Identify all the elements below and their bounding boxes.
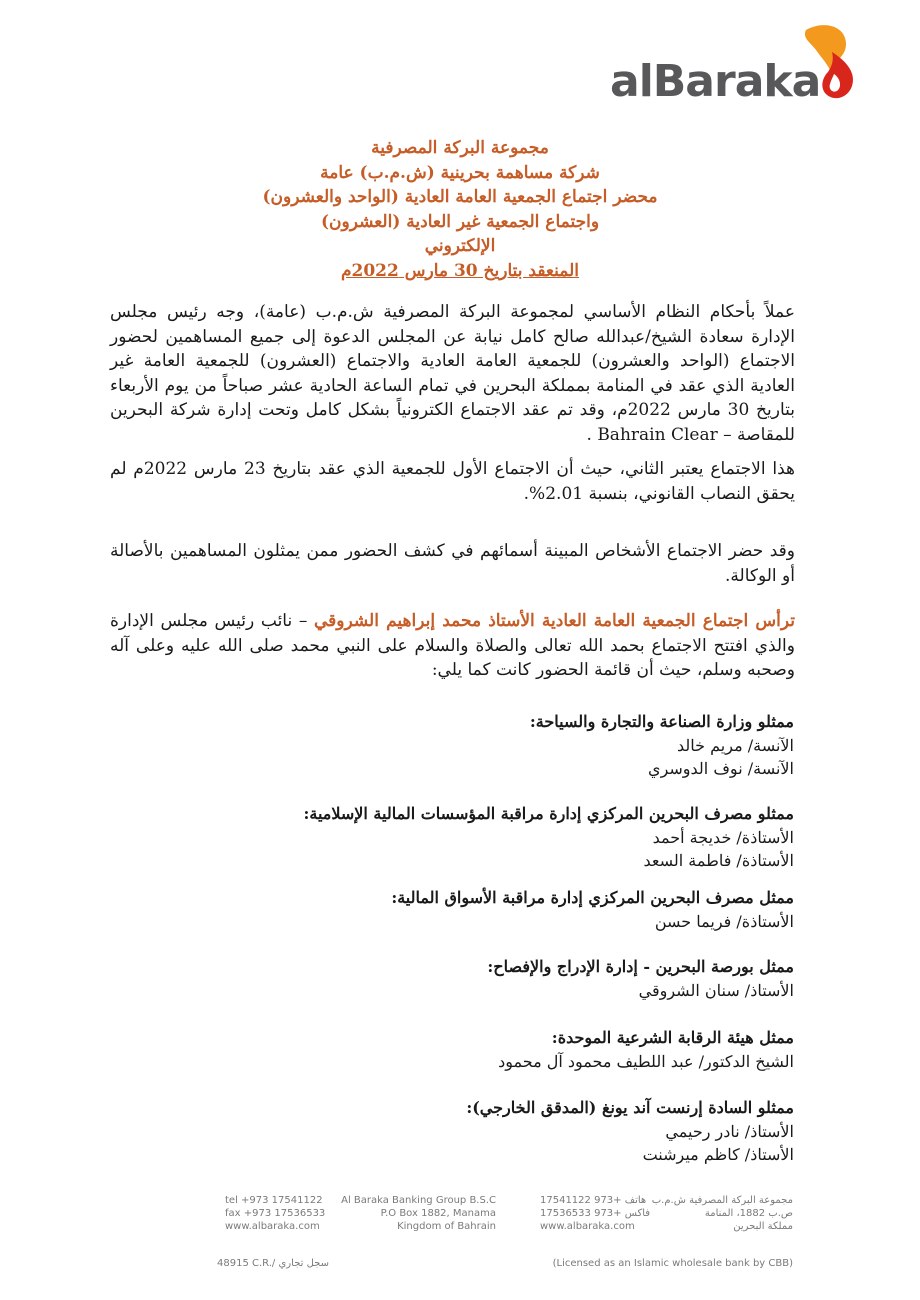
footer-tel-ar: 17541122 973+ xyxy=(540,1195,622,1206)
footer-fax-label-ar: فاكس xyxy=(624,1208,651,1219)
group-heading: ممثلو السادة إرنست آند يونغ (المدقق الخارجي): xyxy=(466,1098,794,1117)
attendee-name: الأستاذة/ فاطمة السعد xyxy=(643,851,794,870)
attendee-name: الأستاذ/ سنان الشروقي xyxy=(638,981,794,1000)
footer-company: Al Baraka Banking Group B.S.C xyxy=(341,1195,496,1206)
paragraph-invitation: عملاً بأحكام النظام الأساسي لمجموعة البركة المصرفية ش.م.ب (عامة)، وجه رئيس مجلس الإدارة سعادة الشيخ/عبدالله صالح كامل نيابة عن المجلس الدعوة إلى جميع المساهمين لحضور الاجتماع (الواحد والعشرون) للجمعية العامة العادية والاجتماع (العشرون) للجمعية العامة غير العادية الذي عقد في المنامة بمملكة البحرين في تمام الساعة الحادية عشر صباحاً من يوم الأربعاء بتاريخ 30 مارس 2022م، وقد تم عقد الاجتماع الكترونياً بشكل كامل وتحت إدارة شركة البحرين للمقاصة – Bahrain Clear . xyxy=(110,302,795,445)
attendee-name: الآنسة/ نوف الدوسري xyxy=(648,759,794,778)
footer-pobox: P.O Box 1882, Manama xyxy=(380,1208,496,1219)
footer-tel-label-ar: هاتف xyxy=(624,1195,647,1206)
footer-country: Kingdom of Bahrain xyxy=(397,1221,496,1232)
chairman-rest: – نائب رئيس مجلس الإدارة والذي افتتح الاجتماع بحمد الله تعالى والصلاة والسلام على النبي محمد صلى الله عليه وعلى آله وصحبه وسلم، حيث أن قائمة الحضور كانت كما يلي: xyxy=(110,611,795,680)
title-line: محضر اجتماع الجمعية العامة العادية (الواحد والعشرون) xyxy=(262,187,658,207)
paragraph-attendance: وقد حضر الاجتماع الأشخاص المبينة أسمائهم في كشف الحضور ممن يمثلون المساهمين بالأصالة أو الوكالة. xyxy=(110,541,795,586)
footer-contact-en xyxy=(225,1194,325,1233)
attendee-name: الأستاذ/ كاظم ميرشنت xyxy=(642,1145,794,1164)
license-note: (Licensed as an Islamic wholesale bank by CBB) xyxy=(552,1258,793,1269)
attendee-name: الشيخ الدكتور/ عبد اللطيف محمود آل محمود xyxy=(498,1052,794,1071)
attendee-group xyxy=(303,802,794,872)
group-heading: ممثل مصرف البحرين المركزي إدارة مراقبة الأسواق المالية: xyxy=(391,888,794,907)
attendee-group xyxy=(498,1026,794,1073)
meeting-date: المنعقد بتاريخ 30 مارس 2022م xyxy=(340,260,579,281)
commercial-registration: 48915 C.R./ سجل تجاري xyxy=(217,1258,330,1269)
attendee-name: الأستاذ/ نادر رحيمي xyxy=(665,1122,794,1141)
footer-address-en xyxy=(340,1194,496,1233)
footer-address-ar xyxy=(652,1194,793,1233)
group-heading: ممثلو مصرف البحرين المركزي إدارة مراقبة المؤسسات المالية الإسلامية: xyxy=(303,804,794,823)
logo-wordmark: alBaraka xyxy=(610,56,821,107)
attendee-group xyxy=(530,710,794,780)
attendee-name: الآنسة/ مريم خالد xyxy=(677,736,794,755)
attendee-group xyxy=(391,886,794,933)
footer-pobox-ar: ص.ب 1882، المنامة xyxy=(704,1208,793,1219)
document-title-block xyxy=(0,136,920,283)
footer-website-link[interactable]: www.albaraka.com xyxy=(225,1221,320,1232)
logo-drop-icon xyxy=(796,22,860,106)
attendee-name: الأستاذة/ فريما حسن xyxy=(654,912,794,931)
title-line: الإلكتروني xyxy=(424,236,496,256)
title-line: شركة مساهمة بحرينية (ش.م.ب) عامة xyxy=(320,162,600,183)
attendee-group xyxy=(466,1096,794,1166)
chairman-lead: ترأس اجتماع الجمعية العامة العادية الأستاذ محمد إبراهيم الشروقي xyxy=(314,611,795,631)
title-line: واجتماع الجمعية غير العادية (العشرون) xyxy=(320,211,600,232)
footer-contact-ar xyxy=(540,1194,651,1233)
group-heading: ممثل هيئة الرقابة الشرعية الموحدة: xyxy=(551,1028,794,1047)
footer-fax-ar: 17536533 973+ xyxy=(540,1208,622,1219)
attendee-name: الأستاذة/ خديجة أحمد xyxy=(652,828,794,847)
group-heading: ممثل بورصة البحرين - إدارة الإدراج والإفصاح: xyxy=(487,957,794,976)
albaraka-logo xyxy=(610,22,860,106)
paragraph-second-meeting: هذا الاجتماع يعتبر الثاني، حيث أن الاجتماع الأول للجمعية الذي عقد بتاريخ 23 مارس 2022م لم يحقق النصاب القانوني، بنسبة 2.01%. xyxy=(110,459,795,504)
paragraph-chairman xyxy=(110,609,795,683)
footer-website-link-ar[interactable]: www.albaraka.com xyxy=(540,1221,635,1232)
title-line: مجموعة البركة المصرفية xyxy=(371,138,549,158)
footer-company-ar: مجموعة البركة المصرفية ش.م.ب xyxy=(651,1195,793,1206)
footer-country-ar: مملكة البحرين xyxy=(733,1221,793,1232)
footer-tel: tel +973 17541122 xyxy=(225,1195,323,1206)
group-heading: ممثلو وزارة الصناعة والتجارة والسياحة: xyxy=(529,712,794,731)
attendee-group xyxy=(487,955,794,1002)
footer-fax: fax +973 17536533 xyxy=(225,1208,326,1219)
